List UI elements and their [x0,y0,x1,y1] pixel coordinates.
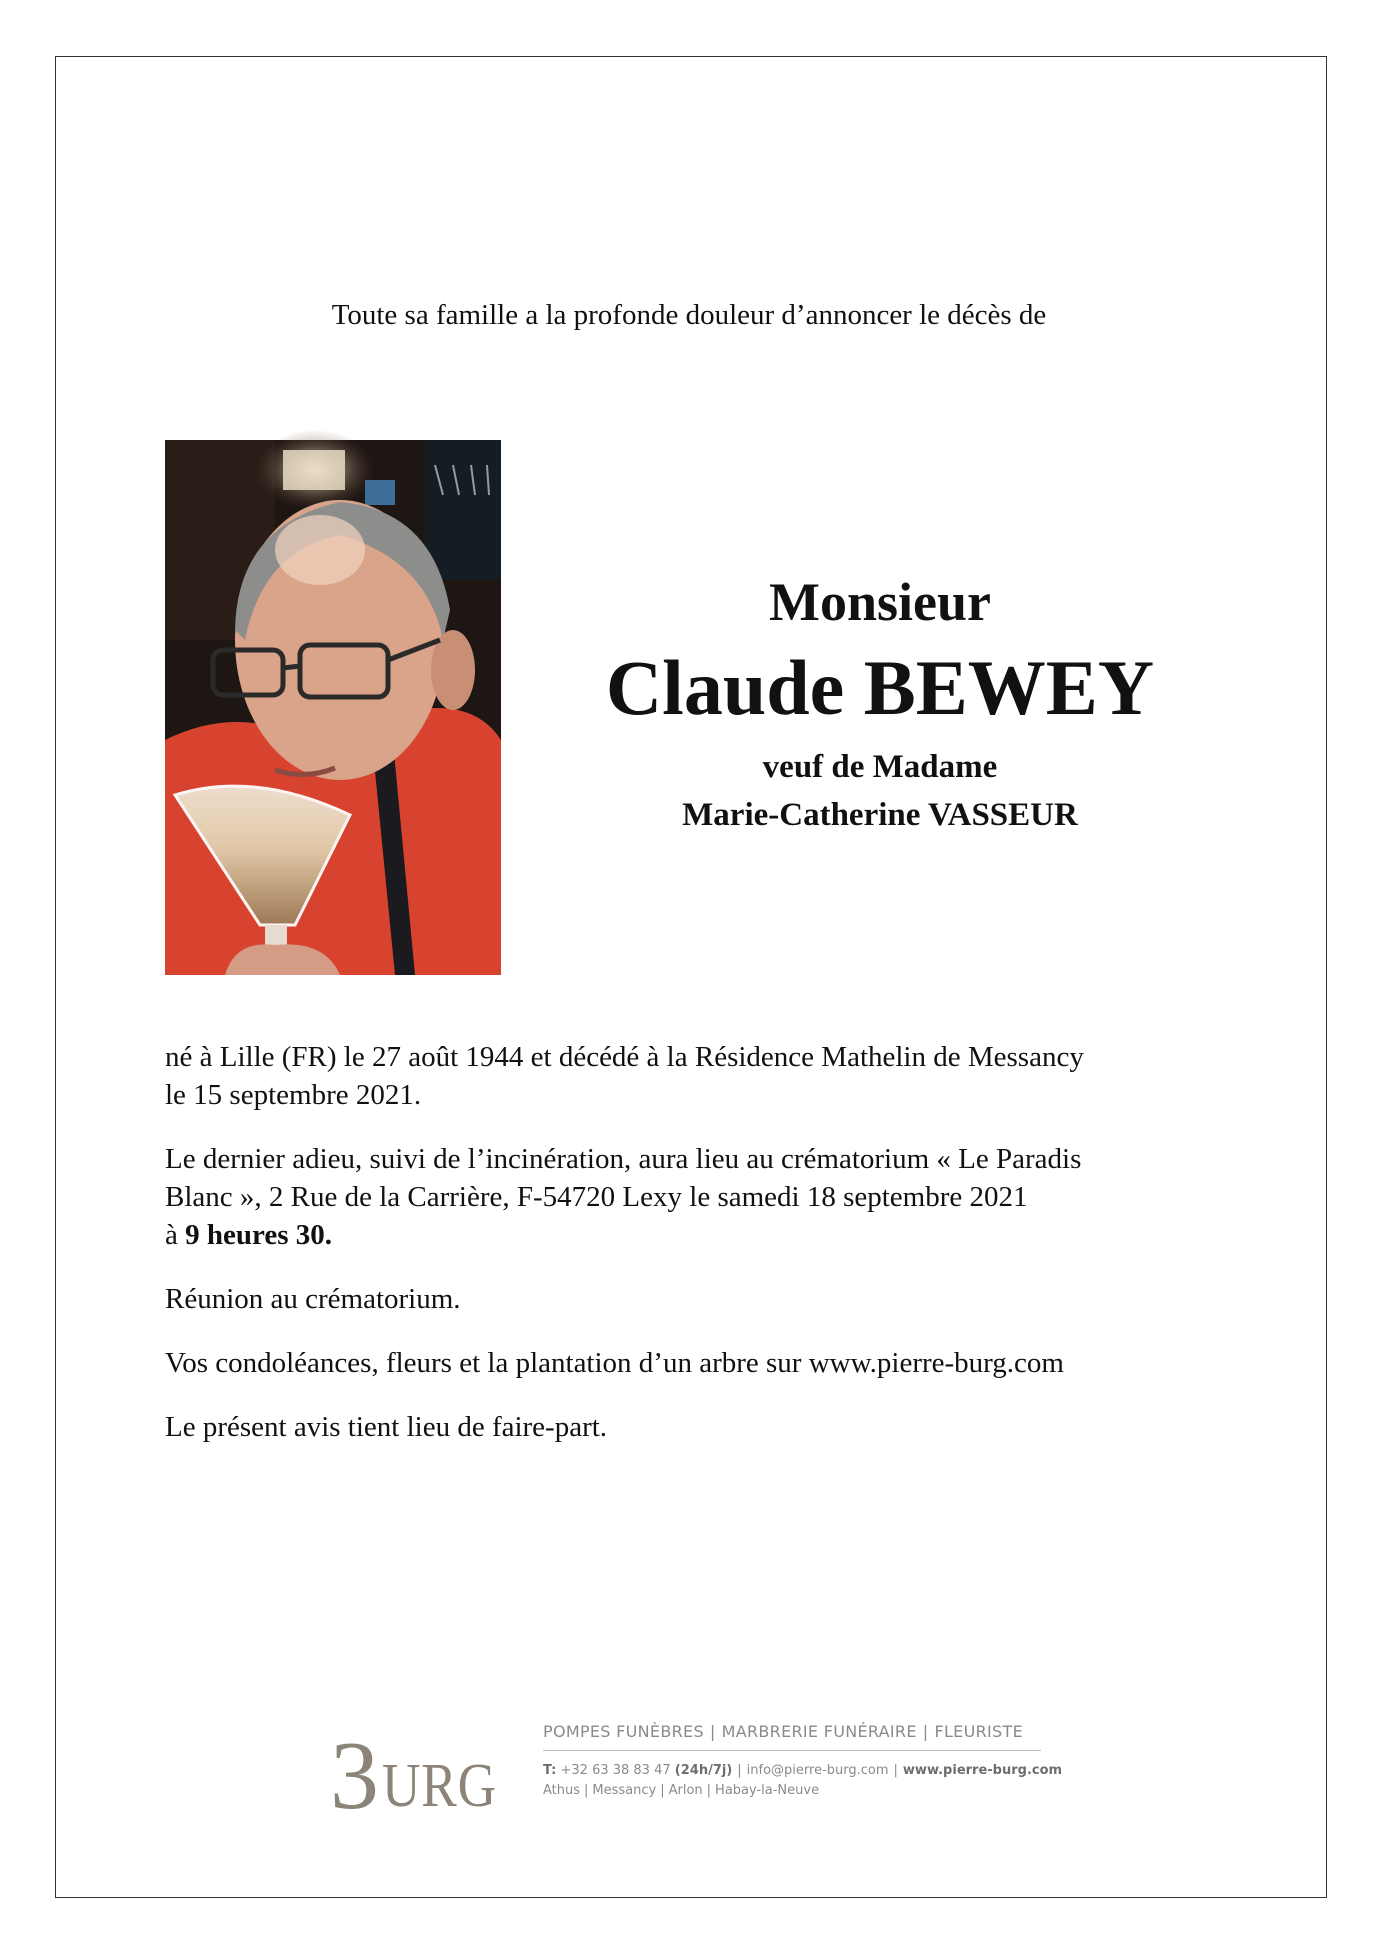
separator: | [709,1722,716,1741]
condolences-paragraph: Vos condoléances, fleurs et la plantation d’un arbre sur www.pierre-burg.com [165,1347,1064,1379]
widow-line-1: veuf de Madame [762,749,998,786]
separator: | [660,1783,665,1798]
birth-death-line-2: le 15 septembre 2021. [165,1079,422,1111]
ceremony-line-1: Le dernier adieu, suivi de l’incinération, aura lieu au crématorium « Le Paradis [165,1143,1082,1175]
ceremony-line-2: Blanc », 2 Rue de la Carrière, F-54720 Lexy le samedi 18 septembre 2021 [165,1181,1028,1213]
burg-logo [330,1722,500,1830]
phone-number[interactable]: +32 63 38 83 47 [560,1763,671,1778]
location-messancy: Messancy [592,1783,657,1798]
phone-label: T: [543,1763,557,1778]
services-line [543,1720,1043,1744]
location-athus: Athus [543,1783,581,1798]
service-florist: FLEURISTE [934,1722,1023,1741]
meeting-paragraph: Réunion au crématorium. [165,1283,461,1315]
separator: | [706,1783,712,1798]
service-funeral: POMPES FUNÈBRES [543,1722,704,1741]
deceased-name: Claude BEWEY [605,643,1155,731]
funeral-home-footer [330,1720,1063,1830]
salutation: Monsieur [769,572,991,632]
website-link[interactable]: www.pierre-burg.com [902,1763,1063,1778]
ceremony-time: 9 heures 30. [185,1219,333,1251]
birth-death-paragraph [165,1038,1225,1114]
svg-text:3: 3 [330,1722,379,1830]
contact-line [543,1761,1063,1781]
phone-hours: (24h/7j) [674,1763,733,1778]
ceremony-prefix: à [165,1219,186,1251]
location-arlon: Arlon [668,1783,703,1798]
svg-text:URG: URG [382,1752,497,1820]
separator: | [737,1763,742,1778]
footer-divider [543,1750,1041,1751]
burg-logo-mark [330,1722,500,1830]
notice-paragraph: Le présent avis tient lieu de faire-part. [165,1411,608,1443]
widow-line-2: Marie-Catherine VASSEUR [682,797,1078,834]
locations-line [543,1781,1043,1801]
widow-of [560,744,1200,840]
ceremony-paragraph [165,1140,1225,1254]
portrait-photo [165,440,501,975]
location-habay: Habay-la-Neuve [715,1783,820,1798]
birth-death-line-1: né à Lille (FR) le 27 août 1944 et décédé à la Résidence Mathelin de Messancy [165,1041,1084,1073]
intro-text: Toute sa famille a la profonde douleur d’annoncer le décès de [331,299,1047,331]
notice-body [165,1038,1225,1472]
email-link[interactable]: info@pierre-burg.com [746,1763,889,1778]
separator: | [893,1763,898,1778]
portrait-image [165,440,501,975]
deceased-name-block [560,570,1200,840]
separator: | [584,1783,589,1798]
service-masonry: MARBRERIE FUNÉRAIRE [721,1722,917,1741]
separator: | [922,1722,929,1741]
footer-info [543,1720,1063,1801]
